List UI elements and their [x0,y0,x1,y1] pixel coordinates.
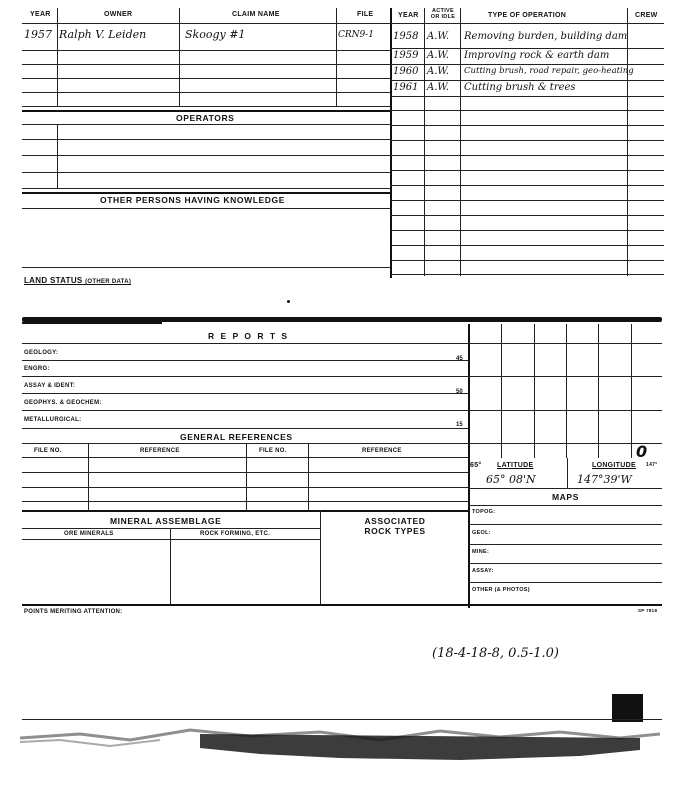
header-active-idle: ACTIVE OR IDLE [430,8,456,20]
longitude-label: LONGITUDE [592,462,636,469]
circled-zero-mark: 0 [636,442,648,461]
op-status-4: A.W. [427,82,450,93]
owner-year: 1957 [24,28,52,41]
op-year-4: 1961 [393,82,419,93]
long-suffix: 147° [646,462,658,468]
op-type-4: Cutting brush & trees [464,82,576,93]
page-number-45: 45 [456,356,463,362]
header-crew: CREW [635,12,658,19]
report-metallurgical: METALLURGICAL: [24,417,82,423]
header-type-of-operation: TYPE OF OPERATION [488,12,567,19]
other-persons-heading: OTHER PERSONS HAVING KNOWLEDGE [100,195,286,205]
associated-rock-types-heading: ASSOCIATED ROCK TYPES [364,516,426,536]
header-claim-name: CLAIM NAME [232,11,280,18]
page-number-15: 15 [456,422,463,428]
stray-mark [287,300,290,303]
reports-heading: R E P O R T S [208,331,290,341]
op-type-2: Improving rock & earth dam [464,50,610,61]
ref-header-file-no-2: FILE NO. [259,448,287,454]
header-file: FILE [357,11,374,18]
latitude-label: LATITUDE [497,462,534,469]
general-references-heading: GENERAL REFERENCES [180,432,293,442]
op-year-1: 1958 [393,31,419,42]
points-meriting-heading: POINTS MERITING ATTENTION: [24,609,123,615]
maps-mine: MINE: [472,549,490,555]
page-number-50: 50 [456,389,463,395]
maps-heading: MAPS [552,492,579,502]
claim-name: Skoogy #1 [185,28,246,41]
op-type-3: Cutting brush, road repair, geo-heating [464,66,634,76]
mineral-assemblage-heading: MINERAL ASSEMBLAGE [110,516,222,526]
maps-assay: ASSAY: [472,568,494,574]
op-type-1: Removing burden, building dam [464,31,628,42]
maps-geol: GEOL: [472,530,491,536]
op-status-1: A.W. [427,31,450,42]
ref-header-reference-2: REFERENCE [362,448,402,454]
report-geophys: GEOPHYS. & GEOCHEM: [24,400,102,406]
header-year: YEAR [30,11,51,18]
land-status-heading: LAND STATUS (OTHER DATA) [24,276,132,285]
maps-topog: TOPOG: [472,509,496,515]
op-year-2: 1959 [393,50,419,61]
form-number: SP 7818 [638,608,658,613]
op-year-3: 1960 [393,66,419,77]
op-status-3: A.W. [427,66,450,77]
report-geology: GEOLOGY: [24,350,59,356]
latitude-value: 65° 08'N [486,473,536,486]
maps-other: OTHER (& PHOTOS) [472,587,530,593]
longitude-value: 147°39'W [577,473,632,486]
report-engrg: ENGRG: [24,366,50,372]
operators-heading: OPERATORS [176,113,235,123]
owner-name: Ralph V. Leiden [59,28,147,41]
ore-minerals-header: ORE MINERALS [64,531,114,537]
lat-prefix: 65° [470,462,482,469]
report-assay: ASSAY & IDENT: [24,383,76,389]
op-status-2: A.W. [427,50,450,61]
rock-forming-header: ROCK FORMING, ETC. [200,531,271,537]
file-number: CRN9-1 [338,30,375,40]
handwritten-note: (18-4-18-8, 0.5-1.0) [432,646,559,661]
header-work-year: YEAR [398,12,419,19]
ref-header-reference-1: REFERENCE [140,448,180,454]
ref-header-file-no-1: FILE NO. [34,448,62,454]
header-owner: OWNER [104,11,133,18]
